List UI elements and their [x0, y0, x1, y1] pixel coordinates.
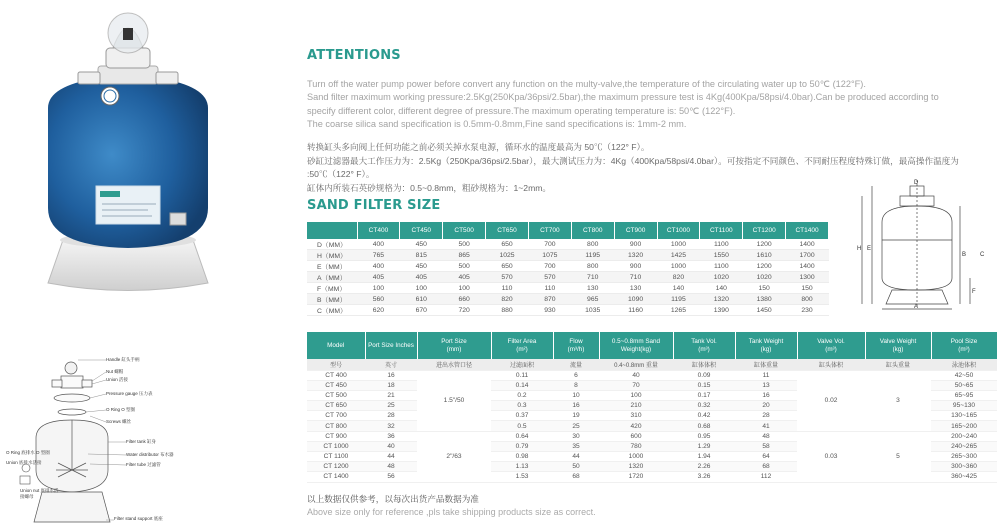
spec-cell: 48 — [365, 462, 417, 472]
spec-cell: 42~50 — [931, 370, 997, 380]
size-header-model: CT1100 — [700, 222, 743, 239]
size-row-label: B（MM） — [307, 294, 357, 305]
spec-cell: 0.3 — [491, 401, 553, 411]
size-cell: 100 — [400, 283, 443, 294]
size-cell: 865 — [443, 250, 486, 261]
label-filter-tube: Filter tube 过滤管 — [126, 462, 161, 467]
size-cell: 670 — [400, 305, 443, 316]
spec-cell: 30 — [553, 431, 599, 441]
sand-filter-size-table — [307, 222, 829, 316]
size-cell: 820 — [486, 294, 529, 305]
spec-cell: 1.94 — [673, 452, 735, 462]
size-cell: 1075 — [528, 250, 571, 261]
spec-model-cell: CT 1200 — [307, 462, 365, 472]
size-cell: 150 — [786, 283, 829, 294]
spec-cell: 64 — [735, 452, 797, 462]
size-cell: 765 — [357, 250, 400, 261]
spec-cell: 600 — [599, 431, 673, 441]
size-cell: 930 — [528, 305, 571, 316]
label-union: Union 活接 — [106, 377, 129, 382]
spec-model-cell: CT 800 — [307, 421, 365, 431]
spec-cell: 36 — [365, 431, 417, 441]
spec-header — [365, 332, 417, 359]
spec-model-cell: CT 650 — [307, 401, 365, 411]
size-cell: 700 — [528, 239, 571, 250]
spec-merged-cell: 1.5"/50 — [417, 370, 491, 431]
size-header-model: CT900 — [614, 222, 657, 239]
size-row-label: H（MM） — [307, 250, 357, 261]
spec-cell: 0.15 — [673, 380, 735, 390]
dim-letter-h: H — [857, 246, 862, 252]
size-row — [307, 272, 829, 283]
size-cell: 1195 — [657, 294, 700, 305]
attentions-title: ATTENTIONS — [307, 48, 401, 63]
spec-subheader: 缸头重量 — [865, 359, 931, 370]
size-header-blank — [307, 222, 357, 239]
spec-subheader: 进出水管口径 — [417, 359, 491, 370]
spec-header — [307, 332, 365, 359]
spec-cell: 0.14 — [491, 380, 553, 390]
spec-cell: 13 — [735, 380, 797, 390]
spec-subheader: 型号 — [307, 359, 365, 370]
size-header-model: CT500 — [443, 222, 486, 239]
attention-line-cn: 砂缸过滤器最大工作压力为：2.5Kg（250Kpa/36psi/2.5bar），最大测试压力为：4Kg（400Kpa/58psi/4.0bar）。可按指定不同颜色、不同耐压程度特殊订做，最高操作温度为 :50℃（122° F）。 — [307, 155, 959, 179]
spec-model-cell: CT 450 — [307, 380, 365, 390]
spec-cell: 56 — [365, 472, 417, 482]
size-cell: 405 — [400, 272, 443, 283]
spec-header-title: Port Size — [441, 338, 467, 346]
size-cell: 100 — [357, 283, 400, 294]
size-cell: 820 — [657, 272, 700, 283]
size-row — [307, 250, 829, 261]
spec-cell: 65~95 — [931, 390, 997, 400]
size-cell: 880 — [486, 305, 529, 316]
spec-subheader: 缸头体积 — [797, 359, 865, 370]
spec-model-cell: CT 1400 — [307, 472, 365, 482]
spec-cell: 0.5 — [491, 421, 553, 431]
size-cell: 800 — [786, 294, 829, 305]
size-cell: 450 — [400, 261, 443, 272]
size-header-model: CT1200 — [743, 222, 786, 239]
label-handle: Handle 缸头手柄 — [106, 357, 140, 362]
size-cell: 1100 — [700, 261, 743, 272]
spec-cell: 95~130 — [931, 401, 997, 411]
size-header-model: CT400 — [357, 222, 400, 239]
size-cell: 1100 — [700, 239, 743, 250]
size-cell: 400 — [357, 239, 400, 250]
spec-cell: 0.68 — [673, 421, 735, 431]
label-pressure-gauge: Pressure gauge 压力表 — [106, 391, 153, 396]
spec-header-unit: (kg) — [892, 345, 904, 353]
spec-cell: 100 — [599, 390, 673, 400]
spec-cell: 16 — [553, 401, 599, 411]
size-cell: 650 — [486, 261, 529, 272]
spec-cell: 360~425 — [931, 472, 997, 482]
size-cell: 710 — [614, 272, 657, 283]
size-row — [307, 283, 829, 294]
dim-letter-b: B — [962, 252, 967, 258]
size-cell: 560 — [357, 294, 400, 305]
size-cell: 1400 — [786, 239, 829, 250]
spec-cell: 165~200 — [931, 421, 997, 431]
attentions-chinese — [307, 141, 997, 195]
attention-line: specify different color, different degree of pressure.The maximum operating temperature is: 50℃ (122°F). — [307, 105, 736, 116]
size-cell: 150 — [743, 283, 786, 294]
size-header-model: CT450 — [400, 222, 443, 239]
spec-cell: 300~360 — [931, 462, 997, 472]
attention-line-cn: 缸体内所装石英砂规格为：0.5~0.8mm，粗砂规格为：1~2mm。 — [307, 182, 551, 193]
spec-subheader: 流量 — [553, 359, 599, 370]
dim-letter-f: F — [972, 289, 976, 295]
spec-cell: 40 — [599, 370, 673, 380]
spec-cell: 0.17 — [673, 390, 735, 400]
size-cell: 570 — [528, 272, 571, 283]
spec-cell: 8 — [553, 380, 599, 390]
spec-header — [931, 332, 997, 359]
size-cell: 570 — [486, 272, 529, 283]
size-cell: 1025 — [486, 250, 529, 261]
size-cell: 1390 — [700, 305, 743, 316]
spec-cell: 44 — [365, 452, 417, 462]
spec-cell: 16 — [365, 370, 417, 380]
spec-cell: 0.95 — [673, 431, 735, 441]
size-cell: 870 — [528, 294, 571, 305]
spec-cell: 48 — [735, 431, 797, 441]
spec-model-cell: CT 400 — [307, 370, 365, 380]
model-spec-table — [307, 332, 998, 483]
size-cell: 1400 — [786, 261, 829, 272]
spec-cell: 35 — [553, 441, 599, 451]
spec-header-title: Valve Vol. — [817, 338, 845, 346]
spec-cell: 240~265 — [931, 441, 997, 451]
size-row — [307, 261, 829, 272]
size-cell: 500 — [443, 261, 486, 272]
size-cell: 1610 — [743, 250, 786, 261]
spec-header — [553, 332, 599, 359]
size-cell: 1320 — [700, 294, 743, 305]
size-header-model: CT1000 — [657, 222, 700, 239]
label-union-nut: Union nut 底排水活接螺母 — [20, 488, 59, 499]
size-cell: 140 — [657, 283, 700, 294]
spec-header-unit: (mm) — [446, 345, 462, 353]
size-cell: 620 — [357, 305, 400, 316]
spec-subheader: 过滤面积 — [491, 359, 553, 370]
label-filter-tank: Filter tank 缸身 — [126, 439, 157, 444]
spec-cell: 44 — [553, 452, 599, 462]
size-row-label: D（MM） — [307, 239, 357, 250]
size-cell: 1090 — [614, 294, 657, 305]
label-o-ring: O Ring O 型圈 — [106, 407, 136, 412]
size-header-model: CT700 — [528, 222, 571, 239]
size-cell: 405 — [357, 272, 400, 283]
spec-cell: 1.13 — [491, 462, 553, 472]
size-cell: 700 — [528, 261, 571, 272]
spec-row — [307, 370, 997, 380]
label-water-distributor: Water distributor 布水器 — [126, 452, 174, 457]
spec-header-title: Tank Weight — [748, 338, 784, 346]
sand-filter-photo — [18, 8, 238, 298]
spec-model-cell: CT 500 — [307, 390, 365, 400]
spec-header-unit: (m³) — [958, 345, 970, 353]
spec-merged-cell: 3 — [865, 370, 931, 431]
spec-subheader: 英寸 — [365, 359, 417, 370]
size-cell: 1000 — [657, 239, 700, 250]
spec-header — [735, 332, 797, 359]
spec-model-cell: CT 700 — [307, 411, 365, 421]
spec-cell: 130~165 — [931, 411, 997, 421]
spec-cell: 19 — [553, 411, 599, 421]
spec-cell: 32 — [365, 421, 417, 431]
spec-row — [307, 431, 997, 441]
size-row-label: C（MM） — [307, 305, 357, 316]
label-bottom-union: Union 底排水活接 — [6, 460, 42, 465]
spec-header-unit: (m³/h) — [567, 345, 585, 353]
spec-header-title: Model — [327, 341, 345, 349]
spec-cell: 11 — [735, 370, 797, 380]
size-header-model: CT800 — [571, 222, 614, 239]
label-filter-stand: Filter stand support 底座 — [114, 516, 163, 521]
spec-cell: 112 — [735, 472, 797, 482]
spec-cell: 310 — [599, 411, 673, 421]
label-bottom-o-ring: O Ring 底排水 O 型圈 — [6, 450, 50, 455]
spec-cell: 10 — [553, 390, 599, 400]
spec-cell: 18 — [365, 380, 417, 390]
spec-merged-cell: 2"/63 — [417, 431, 491, 482]
spec-cell: 1720 — [599, 472, 673, 482]
spec-cell: 28 — [365, 411, 417, 421]
size-cell: 1195 — [571, 250, 614, 261]
label-screws: Screws 螺丝 — [106, 419, 132, 424]
spec-model-cell: CT 1000 — [307, 441, 365, 451]
spec-cell: 210 — [599, 401, 673, 411]
spec-header-title: Valve Weight — [879, 338, 917, 346]
spec-header-title: Filter Area — [507, 338, 537, 346]
spec-cell: 0.11 — [491, 370, 553, 380]
size-cell: 100 — [443, 283, 486, 294]
spec-cell: 1.53 — [491, 472, 553, 482]
spec-header-unit: Weight(kg) — [620, 345, 652, 353]
dimension-drawing — [842, 178, 992, 313]
spec-subheader: 缸体体积 — [673, 359, 735, 370]
size-cell: 900 — [614, 239, 657, 250]
size-cell: 1700 — [786, 250, 829, 261]
spec-cell: 780 — [599, 441, 673, 451]
size-cell: 650 — [486, 239, 529, 250]
size-cell: 1450 — [743, 305, 786, 316]
size-cell: 815 — [400, 250, 443, 261]
size-cell: 1020 — [700, 272, 743, 283]
size-cell: 500 — [443, 239, 486, 250]
spec-header-unit: (m³) — [698, 345, 710, 353]
size-cell: 230 — [786, 305, 829, 316]
size-cell: 400 — [357, 261, 400, 272]
size-cell: 1265 — [657, 305, 700, 316]
spec-header-title: Pool Size — [950, 338, 978, 346]
attention-line: Turn off the water pump power before convert any function on the multy-valve,the temperature of the circulating water up to 50℃ (122°F). — [307, 79, 866, 89]
spec-cell: 1320 — [599, 462, 673, 472]
spec-header — [673, 332, 735, 359]
size-cell: 1200 — [743, 239, 786, 250]
size-cell: 1300 — [786, 272, 829, 283]
spec-merged-cell: 5 — [865, 431, 931, 482]
spec-header-title: 0.5~0.8mm Sand — [611, 338, 661, 346]
spec-cell: 16 — [735, 390, 797, 400]
size-cell: 140 — [700, 283, 743, 294]
spec-cell: 68 — [553, 472, 599, 482]
spec-cell: 21 — [365, 390, 417, 400]
spec-subheader: 0.4~0.8mm 重量 — [599, 359, 673, 370]
dim-letter-d: D — [914, 180, 919, 186]
spec-cell: 70 — [599, 380, 673, 390]
size-cell: 1035 — [571, 305, 614, 316]
spec-cell: 50~65 — [931, 380, 997, 390]
spec-header-title: Tank Vol. — [691, 338, 717, 346]
attention-line: Sand filter maximum working pressure:2.5Kg(250Kpa/36psi/2.5bar),the maximum pressure test is 4Kg(400Kpa/58psi/4.0bar).Can be produced according to — [307, 92, 939, 103]
spec-merged-cell: 0.03 — [797, 431, 865, 482]
spec-header — [797, 332, 865, 359]
spec-cell: 3.26 — [673, 472, 735, 482]
size-cell: 1000 — [657, 261, 700, 272]
size-cell: 110 — [486, 283, 529, 294]
spec-header-title: Flow — [569, 338, 583, 346]
spec-subheader: 泳池体积 — [931, 359, 997, 370]
dim-letter-a: A — [914, 304, 919, 310]
spec-header — [599, 332, 673, 359]
size-cell: 1160 — [614, 305, 657, 316]
sand-filter-title: SAND FILTER SIZE — [307, 198, 441, 213]
spec-header-unit: (kg) — [760, 345, 772, 353]
attention-line-cn: 转换缸头多向阀上任何功能之前必须关掉水泵电源，循环水的温度最高为 50℃（122° F）。 — [307, 142, 650, 152]
size-row — [307, 294, 829, 305]
spec-cell: 0.09 — [673, 370, 735, 380]
spec-header-title: Port Size Inches — [368, 341, 414, 349]
spec-cell: 0.64 — [491, 431, 553, 441]
size-cell: 1200 — [743, 261, 786, 272]
spec-cell: 0.42 — [673, 411, 735, 421]
spec-cell: 1000 — [599, 452, 673, 462]
spec-cell: 28 — [735, 411, 797, 421]
size-cell: 710 — [571, 272, 614, 283]
spec-cell: 0.79 — [491, 441, 553, 451]
spec-header — [865, 332, 931, 359]
size-row — [307, 239, 829, 250]
spec-cell: 58 — [735, 441, 797, 451]
dim-letter-c: C — [980, 252, 985, 258]
attentions-english — [307, 78, 997, 131]
spec-header — [417, 332, 491, 359]
spec-cell: 20 — [735, 401, 797, 411]
spec-cell: 0.32 — [673, 401, 735, 411]
exploded-view-diagram — [6, 350, 191, 525]
size-cell: 130 — [614, 283, 657, 294]
size-cell: 110 — [528, 283, 571, 294]
size-header-model: CT650 — [486, 222, 529, 239]
spec-cell: 265~300 — [931, 452, 997, 462]
size-cell: 610 — [400, 294, 443, 305]
spec-cell: 50 — [553, 462, 599, 472]
size-cell: 1020 — [743, 272, 786, 283]
spec-header — [491, 332, 553, 359]
spec-merged-cell: 0.02 — [797, 370, 865, 431]
size-row — [307, 305, 829, 316]
spec-model-cell: CT 1100 — [307, 452, 365, 462]
spec-cell: 68 — [735, 462, 797, 472]
size-cell: 130 — [571, 283, 614, 294]
spec-cell: 41 — [735, 421, 797, 431]
footer-note-chinese: 以上数据仅供参考，以每次出货产品数据为准 — [307, 495, 479, 505]
spec-cell: 420 — [599, 421, 673, 431]
spec-cell: 6 — [553, 370, 599, 380]
size-cell: 450 — [400, 239, 443, 250]
spec-cell: 1.29 — [673, 441, 735, 451]
dim-letter-e: E — [867, 246, 872, 252]
size-cell: 900 — [614, 261, 657, 272]
spec-header-unit: (m³) — [825, 345, 837, 353]
label-nut: Nut 螺帽 — [106, 369, 124, 374]
size-header-model: CT1400 — [786, 222, 829, 239]
size-cell: 405 — [443, 272, 486, 283]
size-cell: 800 — [571, 239, 614, 250]
spec-cell: 0.37 — [491, 411, 553, 421]
spec-cell: 40 — [365, 441, 417, 451]
spec-cell: 0.98 — [491, 452, 553, 462]
size-cell: 1380 — [743, 294, 786, 305]
size-cell: 720 — [443, 305, 486, 316]
footer-note-english: Above size only for reference ,pls take shipping products size as correct. — [307, 507, 596, 517]
spec-cell: 25 — [365, 401, 417, 411]
spec-model-cell: CT 900 — [307, 431, 365, 441]
spec-cell: 25 — [553, 421, 599, 431]
size-cell: 1320 — [614, 250, 657, 261]
size-row-label: A（MM） — [307, 272, 357, 283]
size-row-label: F（MM） — [307, 283, 357, 294]
size-cell: 965 — [571, 294, 614, 305]
spec-header-unit: (m²) — [516, 345, 528, 353]
size-cell: 800 — [571, 261, 614, 272]
attention-line: The coarse silica sand specification is 0.5mm-0.8mm,Fine sand specifications is: 1mm-2 mm. — [307, 118, 687, 129]
size-cell: 1550 — [700, 250, 743, 261]
spec-cell: 2.26 — [673, 462, 735, 472]
spec-subheader: 缸体重量 — [735, 359, 797, 370]
spec-cell: 200~240 — [931, 431, 997, 441]
spec-subheader-row — [307, 359, 997, 370]
size-cell: 1425 — [657, 250, 700, 261]
size-cell: 660 — [443, 294, 486, 305]
size-row-label: E（MM） — [307, 261, 357, 272]
spec-cell: 0.2 — [491, 390, 553, 400]
